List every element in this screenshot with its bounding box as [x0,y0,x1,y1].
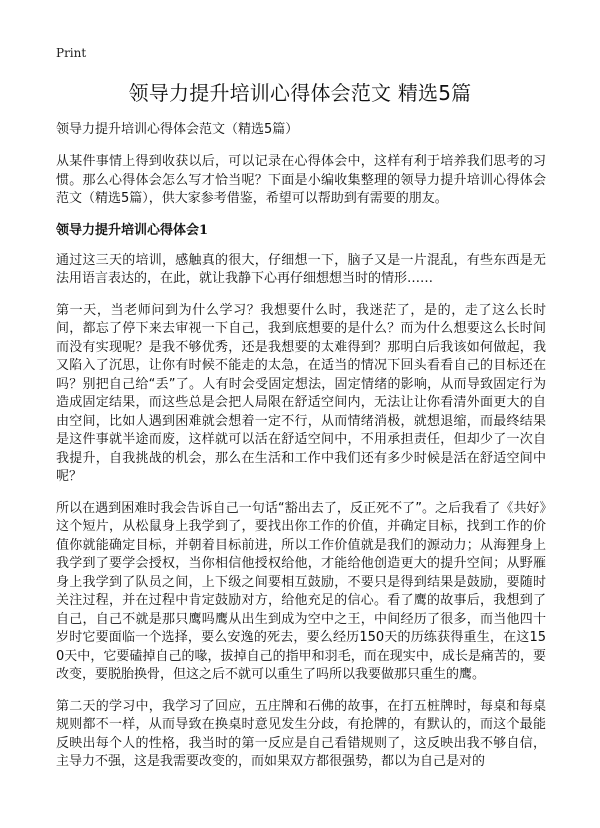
document-subtitle: 领导力提升培训心得体会范文（精选5篇） [56,122,299,137]
body-paragraph-4: 第二天的学习中，我学习了回应，五庄牌和石佛的故事，在打五桩牌时，每桌和每桌规则都不一样，从而导致在换桌时意见发生分歧，有抢牌的，有默认的，而这个最能反映出每个人的性格，我当时的第一反应是自己看错规则了，这反映出我不够自信，主导力不强，这是我需要改变的，而如果双方都很强势，都以为自己是对的 [56,698,546,769]
document-body [56,121,546,785]
body-paragraph-2: 第一天，当老师问到为什么学习？我想要什么时，我迷茫了，是的，走了这么长时间，都忘了停下来去审视一下自己，我到底想要的是什么？而为什么想要这么长时间而没有实现呢？是我不够优秀，还是我想要的太难得到？那明白后我该如何做起，我又陷入了沉思，让你有时候不能走的太急，在适当的情况下回头看看自己的目标还在吗？别把自己给“丢”了。人有时会受固定想法，固定情绪的影响，从而导致固定行为造成固定结果，而这些总是会把人局限在舒适空间内，无法让让你看清外面更大的自由空间，比如人遇到困难就会想着一定不行，从而情绪消极，就想退缩，而最终结果是这件事就半途而废，这样就可以活在舒适空间中，不用承担责任，但却少了一次自我提升，自我挑战的机会，那么在生活和工作中我们还有多少时候是活在舒适空间中呢？ [56,302,546,484]
intro-paragraph: 从某件事情上得到收获以后，可以记录在心得体会中，这样有利于培养我们思考的习惯。那么心得体会怎么写才恰当呢？下面是小编收集整理的领导力提升培训心得体会范文（精选5篇），供大家参考借鉴，希望可以帮助到有需要的朋友。 [56,154,546,206]
print-link[interactable]: Print [56,46,87,60]
body-paragraph-3: 所以在遇到困难时我会告诉自己一句话“豁出去了，反正死不了”。之后我看了《共好》这个短片，从松鼠身上我学到了，要找出你工作的价值，并确定目标，找到工作的价值你就能确定目标，并朝着目标前进，所以工作价值就是我们的源动力；从海狸身上我学到了要学会授权，当你相信他授权给他，才能给他创造更大的提升空间；从野雁身上我学到了队员之间，上下级之间要相互鼓励，不要只是得到结果是鼓励，要随时关注过程，并在过程中肯定鼓励对方，给他充足的信心。看了鹰的故事后，我想到了自己，自己不就是那只鹰吗鹰从出生到成为空中之王，中间经历了很多，而当他四十岁时它要面临一个选择，要么安逸的死去，要么经历150天的历练获得重生，在这150天中，它要磕掉自己的喙，拔掉自己的指甲和羽毛，而在现实中，成长是痛苦的，要改变，要脱胎换骨，但这之后不就可以重生了吗所以我要做那只重生的鹰。 [56,500,546,682]
body-paragraph-1: 通过这三天的培训，感触真的很大，仔细想一下，脑子又是一片混乱，有些东西是无法用语言表达的，在此，就让我静下心再仔细想想当时的情形…… [56,252,546,286]
page-title: 领导力提升培训心得体会范文 精选5篇 [128,81,472,105]
section-heading: 领导力提升培训心得体会1 [56,222,209,238]
